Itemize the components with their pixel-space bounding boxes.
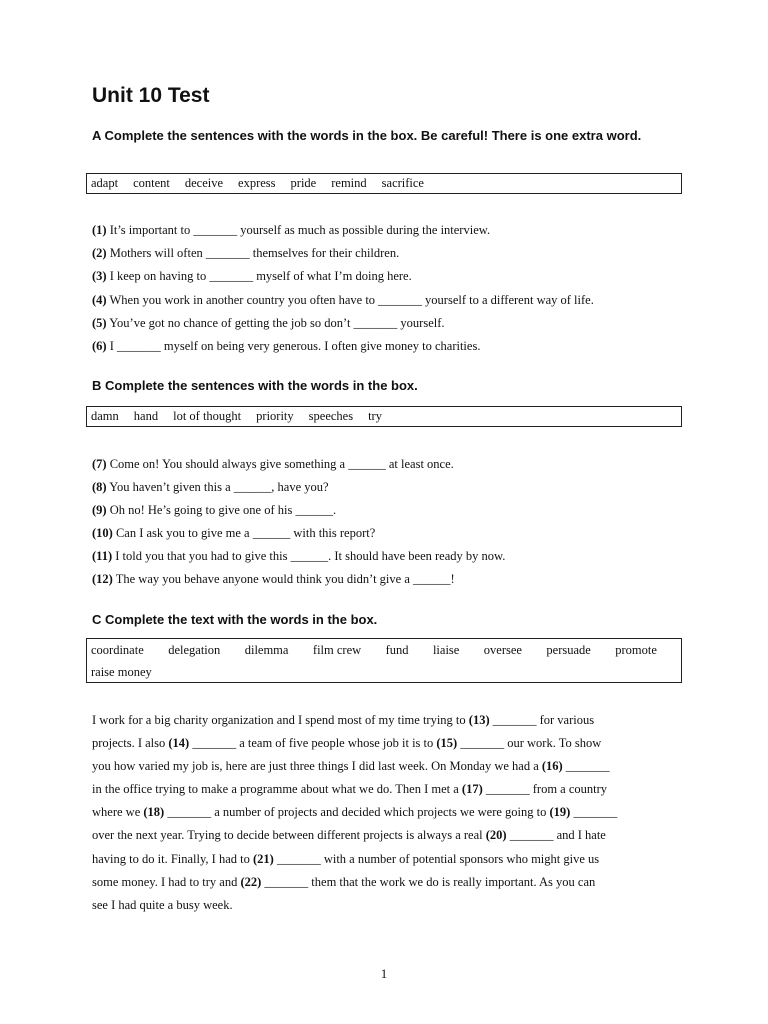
section-b-question <box>92 525 375 541</box>
section-b-heading: B Complete the sentences with the words in the box. <box>92 378 418 393</box>
paragraph-text: _______ with a number of potential sponsors who might give us <box>273 851 600 866</box>
paragraph-text: _______ <box>570 805 618 820</box>
section-c-heading: C Complete the text with the words in the box. <box>92 612 378 627</box>
paragraph-line <box>92 709 676 732</box>
section-b-word: try <box>368 409 382 423</box>
section-a-word: deceive <box>184 176 224 190</box>
section-b-word: hand <box>133 409 159 423</box>
gap-number: (15) <box>436 736 458 751</box>
section-a-word: remind <box>331 176 367 190</box>
section-c-word: coordinate <box>91 643 144 657</box>
gap-number: (17) <box>461 782 483 797</box>
section-b-question <box>92 548 505 564</box>
section-b-word-box <box>86 406 682 427</box>
section-a-question <box>92 338 480 354</box>
section-a-question <box>92 222 490 238</box>
section-a-question <box>92 292 594 308</box>
paragraph-text: _______ <box>562 759 610 774</box>
paragraph-line <box>92 755 676 778</box>
question-text: The way you behave anyone would think you didn’t give a ______! <box>115 572 455 586</box>
section-c-word-row-1 <box>91 639 677 661</box>
section-b-word: lot of thought <box>173 409 242 423</box>
section-c-word: liaise <box>432 643 460 657</box>
section-b-word: priority <box>256 409 294 423</box>
paragraph-line <box>92 894 676 917</box>
paragraph-line <box>92 801 676 824</box>
question-text: When you work in another country you often have to _______ yourself to a different way of life. <box>109 292 594 307</box>
paragraph-text: _______ and I hate <box>506 828 606 843</box>
section-a-word: sacrifice <box>381 176 424 190</box>
question-number: (9) <box>92 503 107 517</box>
question-number: (3) <box>92 269 107 284</box>
gap-number: (14) <box>168 736 190 751</box>
paragraph-text: _______ a team of five people whose job it is to <box>189 736 437 751</box>
question-text: It’s important to _______ yourself as much as possible during the interview. <box>109 223 491 237</box>
section-a-word: pride <box>290 176 317 190</box>
question-text: I _______ myself on being very generous. I often give money to charities. <box>109 339 481 353</box>
paragraph-text: over the next year. Trying to decide between different projects is always a real <box>92 828 486 843</box>
section-c-word: oversee <box>483 643 522 657</box>
page-title: Unit 10 Test <box>92 84 210 107</box>
question-number: (12) <box>92 572 113 586</box>
question-text: I told you that you had to give this ______. It should have been ready by now. <box>115 549 506 563</box>
question-text: Mothers will often _______ themselves for their children. <box>109 246 400 261</box>
section-c-word: delegation <box>168 643 221 657</box>
paragraph-text: some money. I had to try and <box>92 874 241 889</box>
paragraph-line <box>92 824 676 847</box>
section-c-word: film crew <box>312 643 362 657</box>
paragraph-text: in the office trying to make a programme about what we do. Then I met a <box>92 782 462 797</box>
section-a-question <box>92 315 445 331</box>
section-c-word-box <box>86 638 682 683</box>
section-a-word: content <box>133 176 170 190</box>
section-a-word: express <box>238 176 276 190</box>
section-b-question <box>92 456 454 472</box>
section-a-question <box>92 268 412 284</box>
gap-number: (22) <box>240 874 262 889</box>
question-number: (11) <box>92 549 113 563</box>
section-a-question <box>92 245 399 261</box>
paragraph-text: _______ them that the work we do is really important. As you can <box>261 874 596 889</box>
question-text: You’ve got no chance of getting the job so don’t _______ yourself. <box>109 315 445 330</box>
section-b-question <box>92 571 455 587</box>
question-number: (10) <box>92 526 113 540</box>
paragraph-text: you how varied my job is, here are just three things I did last week. On Monday we had a <box>92 759 542 774</box>
question-text: You haven’t given this a ______, have you? <box>109 480 329 494</box>
paragraph-line <box>92 871 676 894</box>
gap-number: (18) <box>143 805 165 820</box>
section-c-word: promote <box>615 643 657 657</box>
paragraph-text: having to do it. Finally, I had to <box>92 851 253 866</box>
gap-number: (21) <box>252 851 274 866</box>
page-number: 1 <box>380 966 388 981</box>
paragraph-text: I work for a big charity organization and I spend most of my time trying to <box>92 713 469 727</box>
question-number: (8) <box>92 480 107 494</box>
section-a-word-box <box>86 173 682 194</box>
question-text: Come on! You should always give something a ______ at least once. <box>109 457 454 471</box>
question-number: (4) <box>92 292 107 307</box>
section-c-word-row-2 <box>91 661 677 683</box>
section-c-word: dilemma <box>244 643 289 657</box>
paragraph-text: _______ a number of projects and decided which projects we were going to <box>164 805 550 820</box>
question-text: Can I ask you to give me a ______ with this report? <box>115 526 376 540</box>
paragraph-text: projects. I also <box>92 736 169 751</box>
paragraph-text: see I had quite a busy week. <box>92 897 233 912</box>
paragraph-line <box>92 732 676 755</box>
section-b-question <box>92 479 329 495</box>
section-c-word: raise money <box>91 665 152 679</box>
section-b-question <box>92 502 336 518</box>
gap-number: (19) <box>549 805 571 820</box>
gap-number: (13) <box>468 713 490 727</box>
paragraph-text: _______ for various <box>489 713 595 727</box>
paragraph-line <box>92 848 676 871</box>
question-number: (5) <box>92 315 107 330</box>
section-c-paragraph <box>92 709 676 917</box>
section-b-word: speeches <box>308 409 354 423</box>
gap-number: (16) <box>541 759 563 774</box>
question-text: I keep on having to _______ myself of what I’m doing here. <box>109 269 412 284</box>
section-c-word: persuade <box>546 643 591 657</box>
question-number: (1) <box>92 223 107 237</box>
section-b-word: damn <box>91 409 119 423</box>
paragraph-text: _______ from a country <box>482 782 608 797</box>
paragraph-text: _______ our work. To show <box>457 736 602 751</box>
paragraph-line <box>92 778 676 801</box>
question-number: (6) <box>92 339 107 353</box>
section-c-word: fund <box>385 643 409 657</box>
question-number: (2) <box>92 246 107 261</box>
paragraph-text: where we <box>92 805 144 820</box>
question-text: Oh no! He’s going to give one of his ______. <box>109 503 337 517</box>
section-a-heading: A Complete the sentences with the words in the box. Be careful! There is one extra word. <box>92 128 642 143</box>
gap-number: (20) <box>485 828 507 843</box>
section-a-word: adapt <box>91 176 119 190</box>
question-number: (7) <box>92 457 107 471</box>
